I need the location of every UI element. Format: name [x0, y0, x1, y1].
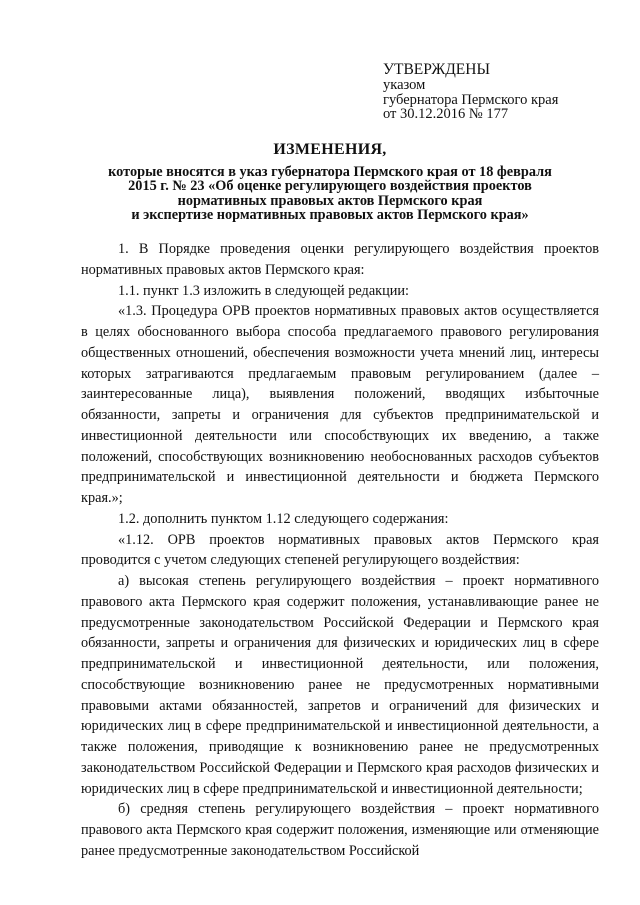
- paragraph: 1.2. дополнить пунктом 1.12 следующего содержания:: [118, 510, 449, 527]
- approval-governor: губернатора Пермского края: [383, 91, 559, 108]
- paragraph: а) высокая степень регулирующего воздействия – проект нормативного правового акта Пермского края содержит положения, устанавливающие ранее не предусмотренные законодательством Российской Федерации и Пермского края обязанности, запреты и ограничения для физических и юридических лиц в сфере предпринимательской и инвестиционной деятельности, или положения, способствующие возникновению ранее не предусмотренных нормативными правовыми актами обязанностей, запретов и ограничений для физических и юридических лиц в сфере предпринимательской и инвестиционной деятельности, а также положения, приводящие к возникновению ранее не предусмотренных законодательством Российской Федерации и Пермского края расходов физических и юридических лиц в сфере предпринимательской и инвестиционной деятельности;: [81, 573, 599, 797]
- approval-stamp: [383, 62, 558, 122]
- approval-decree-label: указом: [383, 77, 426, 93]
- paragraph: «1.3. Процедура ОРВ проектов нормативных правовых актов осуществляется в целях обоснованного выбора способа предлагаемого правового регулирования общественных отношений, обеспечения возможности учета мнений лиц, интересы которых затрагиваются предлагаемым правовым регулированием (далее – заинтересованные лица), выявления положений, вводящих избыточные обязанности, запреты и ограничения для субъектов предпринимательской и инвестиционной деятельности или способствующих их введению, а также положений, способствующих возникновению необоснованных расходов субъектов предпринимательской и инвестиционной деятельности и бюджета Пермского края.»;: [81, 303, 599, 506]
- approval-date-number: от 30.12.2016 № 177: [383, 106, 509, 122]
- paragraph: 1. В Порядке проведения оценки регулирующего воздействия проектов нормативных правовых актов Пермского края:: [81, 241, 599, 278]
- title-main: ИЗМЕНЕНИЯ,: [273, 141, 387, 158]
- paragraph: 1.1. пункт 1.3 изложить в следующей редакции:: [118, 282, 410, 299]
- paragraph: б) средняя степень регулирующего воздействия – проект нормативного правового акта Пермского края содержит положения, изменяющие или отменяющие ранее предусмотренные законодательством Российской: [81, 801, 599, 859]
- document-title: [70, 141, 590, 222]
- paragraph: «1.12. ОРВ проектов нормативных правовых актов Пермского края проводится с учетом следующих степеней регулирующего воздействия:: [81, 531, 599, 569]
- title-line: которые вносятся в указ губернатора Пермского края от 18 февраля: [108, 164, 552, 180]
- title-line: 2015 г. № 23 «Об оценке регулирующего воздействия проектов: [128, 178, 532, 195]
- approval-heading: УТВЕРЖДЕНЫ: [383, 61, 490, 78]
- document-body: [81, 239, 599, 862]
- title-line: и экспертизе нормативных правовых актов Пермского края»: [131, 206, 529, 223]
- title-line: нормативных правовых актов Пермского края: [177, 192, 483, 209]
